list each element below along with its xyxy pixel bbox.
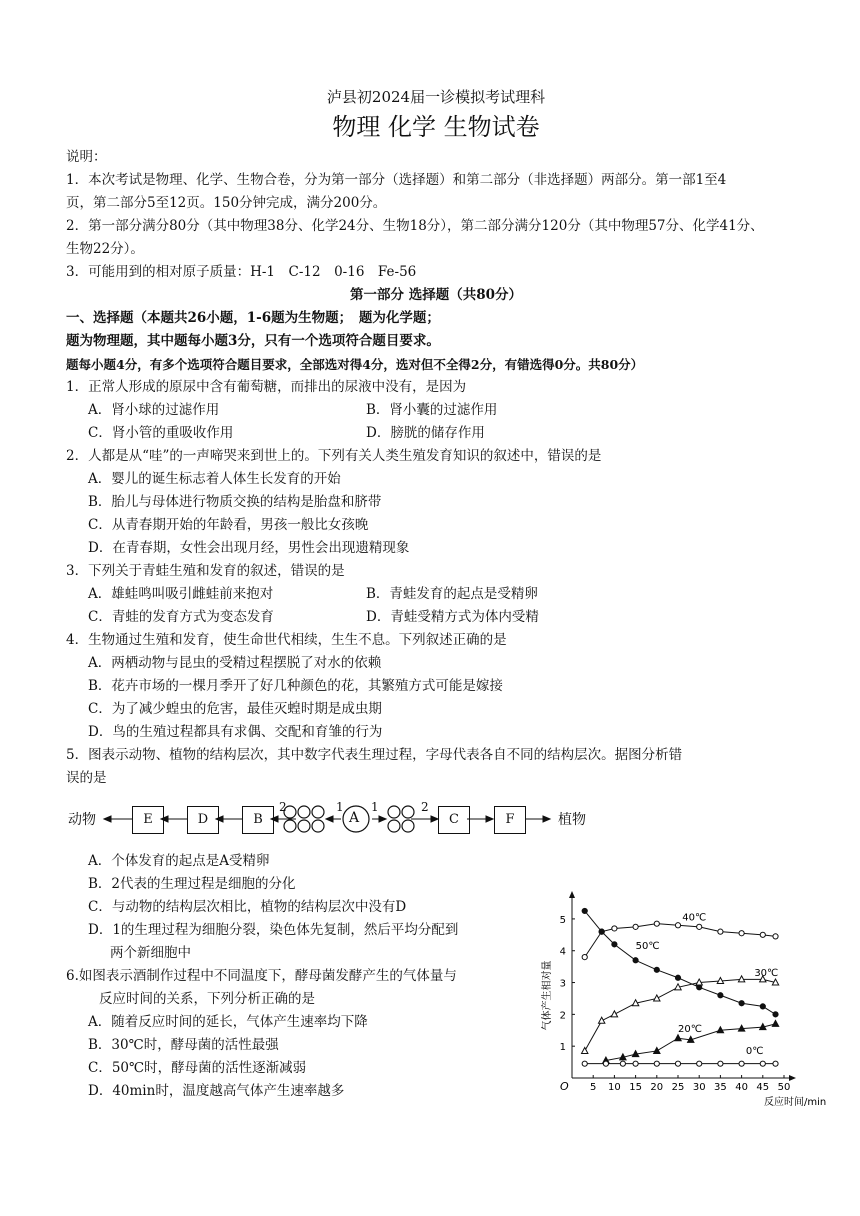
series-point-0 <box>582 954 587 959</box>
x-axis-label: 反应时间/min <box>764 1097 827 1108</box>
q5-option-d1: D．1的生理过程为细胞分裂，染色体先复制，然后平均分配到 <box>88 922 459 938</box>
q5-stem-2: 误的是 <box>66 770 107 786</box>
section-rule-1: 一、选择题（本题共26小题，1-6题为生物题； 题为化学题； <box>66 310 440 326</box>
fermentation-chart-svg <box>540 892 827 1114</box>
series-label-4: 0℃ <box>745 1046 764 1058</box>
series-point-1 <box>739 1001 744 1006</box>
series-point-4 <box>697 1061 702 1066</box>
section-rule-2: 题为物理题，其中题每小题3分，只有一个选项符合题目要求。 <box>66 333 440 349</box>
series-point-4 <box>739 1061 744 1066</box>
instruction-2a: 2．第一部分满分80分（其中物理38分、化学24分、生物18分），第二部分满分120分（其中物理57分、化学41分、 <box>66 218 764 234</box>
series-point-4 <box>760 1061 765 1066</box>
x-tick-label: 50 <box>777 1082 791 1093</box>
structure-level-diagram <box>66 800 806 842</box>
q3-option-c: C．青蛙的发育方式为变态发育 <box>88 609 274 625</box>
series-point-4 <box>675 1061 680 1066</box>
q1-option-b: B．肾小囊的过滤作用 <box>366 402 498 418</box>
series-point-3 <box>654 1047 660 1053</box>
instructions-label: 说明： <box>66 149 107 165</box>
q4-option-d: D．鸟的生殖过程都具有求偶、交配和育雏的行为 <box>88 724 383 740</box>
series-point-1 <box>582 908 587 913</box>
q5-option-b: B．2代表的生理过程是细胞的分化 <box>88 876 296 892</box>
instruction-1b: 页，第二部分5至12页。150分钟完成，满分200分。 <box>66 195 387 211</box>
series-point-4 <box>773 1061 778 1066</box>
diagram-num-2-left: 2 <box>279 800 287 814</box>
x-tick-label: 30 <box>692 1082 706 1093</box>
q3-options-row1 <box>66 583 806 606</box>
series-point-1 <box>654 967 659 972</box>
y-tick-label: 2 <box>559 1010 566 1022</box>
q6-option-c: C．50℃时，酵母菌的活性逐渐减弱 <box>88 1060 307 1076</box>
diagram-box-f: F <box>494 806 526 834</box>
series-point-4 <box>718 1061 723 1066</box>
x-tick-label: 45 <box>756 1082 770 1093</box>
series-point-4 <box>620 1061 625 1066</box>
series-point-0 <box>654 921 659 926</box>
y-tick-label: 1 <box>559 1042 566 1054</box>
series-point-0 <box>675 923 680 928</box>
section-title: 第一部分 选择题（共80分） <box>350 287 522 303</box>
diagram-animal-label: 动物 <box>68 812 96 828</box>
series-point-2 <box>611 1011 617 1017</box>
y-tick-label: 4 <box>559 946 566 958</box>
y-tick-label: 3 <box>559 978 566 990</box>
series-point-3 <box>772 1020 778 1026</box>
instruction-3: 3．可能用到的相对原子质量：H-1 C-12 0-16 Fe-56 <box>66 264 417 280</box>
x-tick-label: 10 <box>608 1082 621 1093</box>
q4-option-b: B．花卉市场的一棵月季开了好几种颜色的花，其繁殖方式可能是嫁接 <box>88 678 503 694</box>
q3-option-a: A．雄蛙鸣叫吸引雌蛙前来抱对 <box>88 586 274 602</box>
series-label-1: 50℃ <box>635 941 660 953</box>
x-tick-label: 5 <box>590 1082 597 1093</box>
q3-option-b: B．青蛙发育的起点是受精卵 <box>366 586 538 602</box>
series-point-4 <box>654 1061 659 1066</box>
series-point-1 <box>633 958 638 963</box>
diagram-num-1-left: 1 <box>336 800 344 814</box>
q3-options-row2 <box>66 606 806 629</box>
instruction-1a: 1．本次考试是物理、化学、生物合卷，分为第一部分（选择题）和第二部分（非选择题）两部分。第一部1至4 <box>66 172 727 188</box>
diagram-cell-a: A <box>349 810 360 826</box>
x-tick-label: 20 <box>650 1082 664 1093</box>
q4-option-a: A．两栖动物与昆虫的受精过程摆脱了对水的依赖 <box>88 655 382 671</box>
diagram-num-1-right: 1 <box>371 800 379 814</box>
y-tick-label: 5 <box>559 914 566 926</box>
series-point-0 <box>739 931 744 936</box>
q2-option-d: D．在青春期，女性会出现月经，男性会出现遗精现象 <box>88 540 410 556</box>
q2-option-c: C．从青春期开始的年龄看，男孩一般比女孩晚 <box>88 517 369 533</box>
y-axis-label: 气体产生相对量 <box>542 960 553 1031</box>
series-point-1 <box>612 942 617 947</box>
series-point-2 <box>654 995 660 1001</box>
x-tick-label: 25 <box>671 1082 685 1093</box>
series-point-0 <box>612 926 617 931</box>
q2-stem: 2．人都是从“哇”的一声啼哭来到世上的。下列有关人类生殖发育知识的叙述中，错误的是 <box>66 448 602 464</box>
q5-option-d2: 两个新细胞中 <box>110 945 191 961</box>
q1-option-c: C．肾小管的重吸收作用 <box>88 425 234 441</box>
series-point-0 <box>718 929 723 934</box>
q6-option-d: D．40min时，温度越高气体产生速率越多 <box>88 1083 345 1099</box>
diagram-plant-label: 植物 <box>558 812 586 828</box>
series-label-3: 20℃ <box>678 1023 702 1035</box>
series-point-0 <box>773 934 778 939</box>
q4-option-c: C．为了减少蝗虫的危害，最佳灭蝗时期是成虫期 <box>88 701 382 717</box>
fermentation-chart <box>540 892 827 1114</box>
x-tick-label: 40 <box>735 1082 748 1093</box>
exam-title-line1: 泸县初2024届一诊模拟考试理科 <box>326 88 546 106</box>
instruction-2b: 生物22分）。 <box>66 241 144 257</box>
q6-option-a: A．随着反应时间的延长，气体产生速率均下降 <box>88 1014 368 1030</box>
series-point-1 <box>760 1004 765 1009</box>
series-point-2 <box>598 1017 604 1023</box>
series-point-0 <box>760 932 765 937</box>
q5-option-a: A．个体发育的起点是A受精卵 <box>88 853 270 869</box>
x-tick-label: 35 <box>714 1082 727 1093</box>
series-point-4 <box>633 1061 638 1066</box>
section-rule-3: 题每小题4分，有多个选项符合题目要求，全部选对得4分，选对但不全得2分，有错选得0分。共80分） <box>66 357 644 372</box>
q6-stem-2: 反应时间的关系，下列分析正确的是 <box>99 991 315 1007</box>
series-point-4 <box>603 1061 608 1066</box>
diagram-box-d: D <box>187 806 219 834</box>
series-label-2: 30℃ <box>754 968 779 980</box>
q1-option-a: A．肾小球的过滤作用 <box>88 402 220 418</box>
series-point-1 <box>675 975 680 980</box>
series-point-1 <box>599 929 604 934</box>
series-point-1 <box>773 1012 778 1017</box>
series-point-0 <box>697 924 702 929</box>
origin-label: O <box>560 1080 569 1093</box>
series-point-1 <box>718 993 723 998</box>
series-point-3 <box>675 1035 681 1041</box>
q6-option-b: B．30℃时，酵母菌的活性最强 <box>88 1037 279 1053</box>
q1-stem: 1．正常人形成的原尿中含有葡萄糖，而排出的尿液中没有，是因为 <box>66 379 467 395</box>
x-tick-label: 15 <box>629 1082 642 1093</box>
series-label-0: 40℃ <box>682 912 707 924</box>
y-axis-arrow <box>569 891 575 898</box>
q3-option-d: D．青蛙受精方式为体内受精 <box>366 609 539 625</box>
diagram-box-c: C <box>438 806 470 834</box>
q1-option-d: D．膀胱的储存作用 <box>366 425 485 441</box>
q4-stem: 4．生物通过生殖和发育，使生命世代相续，生生不息。下列叙述正确的是 <box>66 632 507 648</box>
q3-stem: 3．下列关于青蛙生殖和发育的叙述，错误的是 <box>66 563 345 579</box>
q1-options-row1 <box>66 399 806 422</box>
q6-stem-1: 6.如图表示酒制作过程中不同温度下，酵母菌发酵产生的气体量与 <box>66 968 457 984</box>
diagram-num-2-right: 2 <box>421 800 429 814</box>
series-point-4 <box>582 1061 587 1066</box>
series-point-2 <box>582 1047 588 1053</box>
diagram-box-b: B <box>242 806 274 834</box>
q2-option-b: B．胎儿与母体进行物质交换的结构是胎盘和脐带 <box>88 494 382 510</box>
x-axis-arrow <box>789 1075 796 1081</box>
q1-options-row2 <box>66 422 806 445</box>
series-point-0 <box>633 924 638 929</box>
q5-option-c: C．与动物的结构层次相比，植物的结构层次中没有D <box>88 899 407 915</box>
diagram-box-e: E <box>132 806 164 834</box>
q2-option-a: A．婴儿的诞生标志着人体生长发育的开始 <box>88 471 341 487</box>
q5-stem-1: 5．图表示动物、植物的结构层次，其中数字代表生理过程，字母代表各自不同的结构层次。据图分析错 <box>66 747 683 763</box>
exam-title-line2: 物理 化学 生物试卷 <box>332 113 540 141</box>
